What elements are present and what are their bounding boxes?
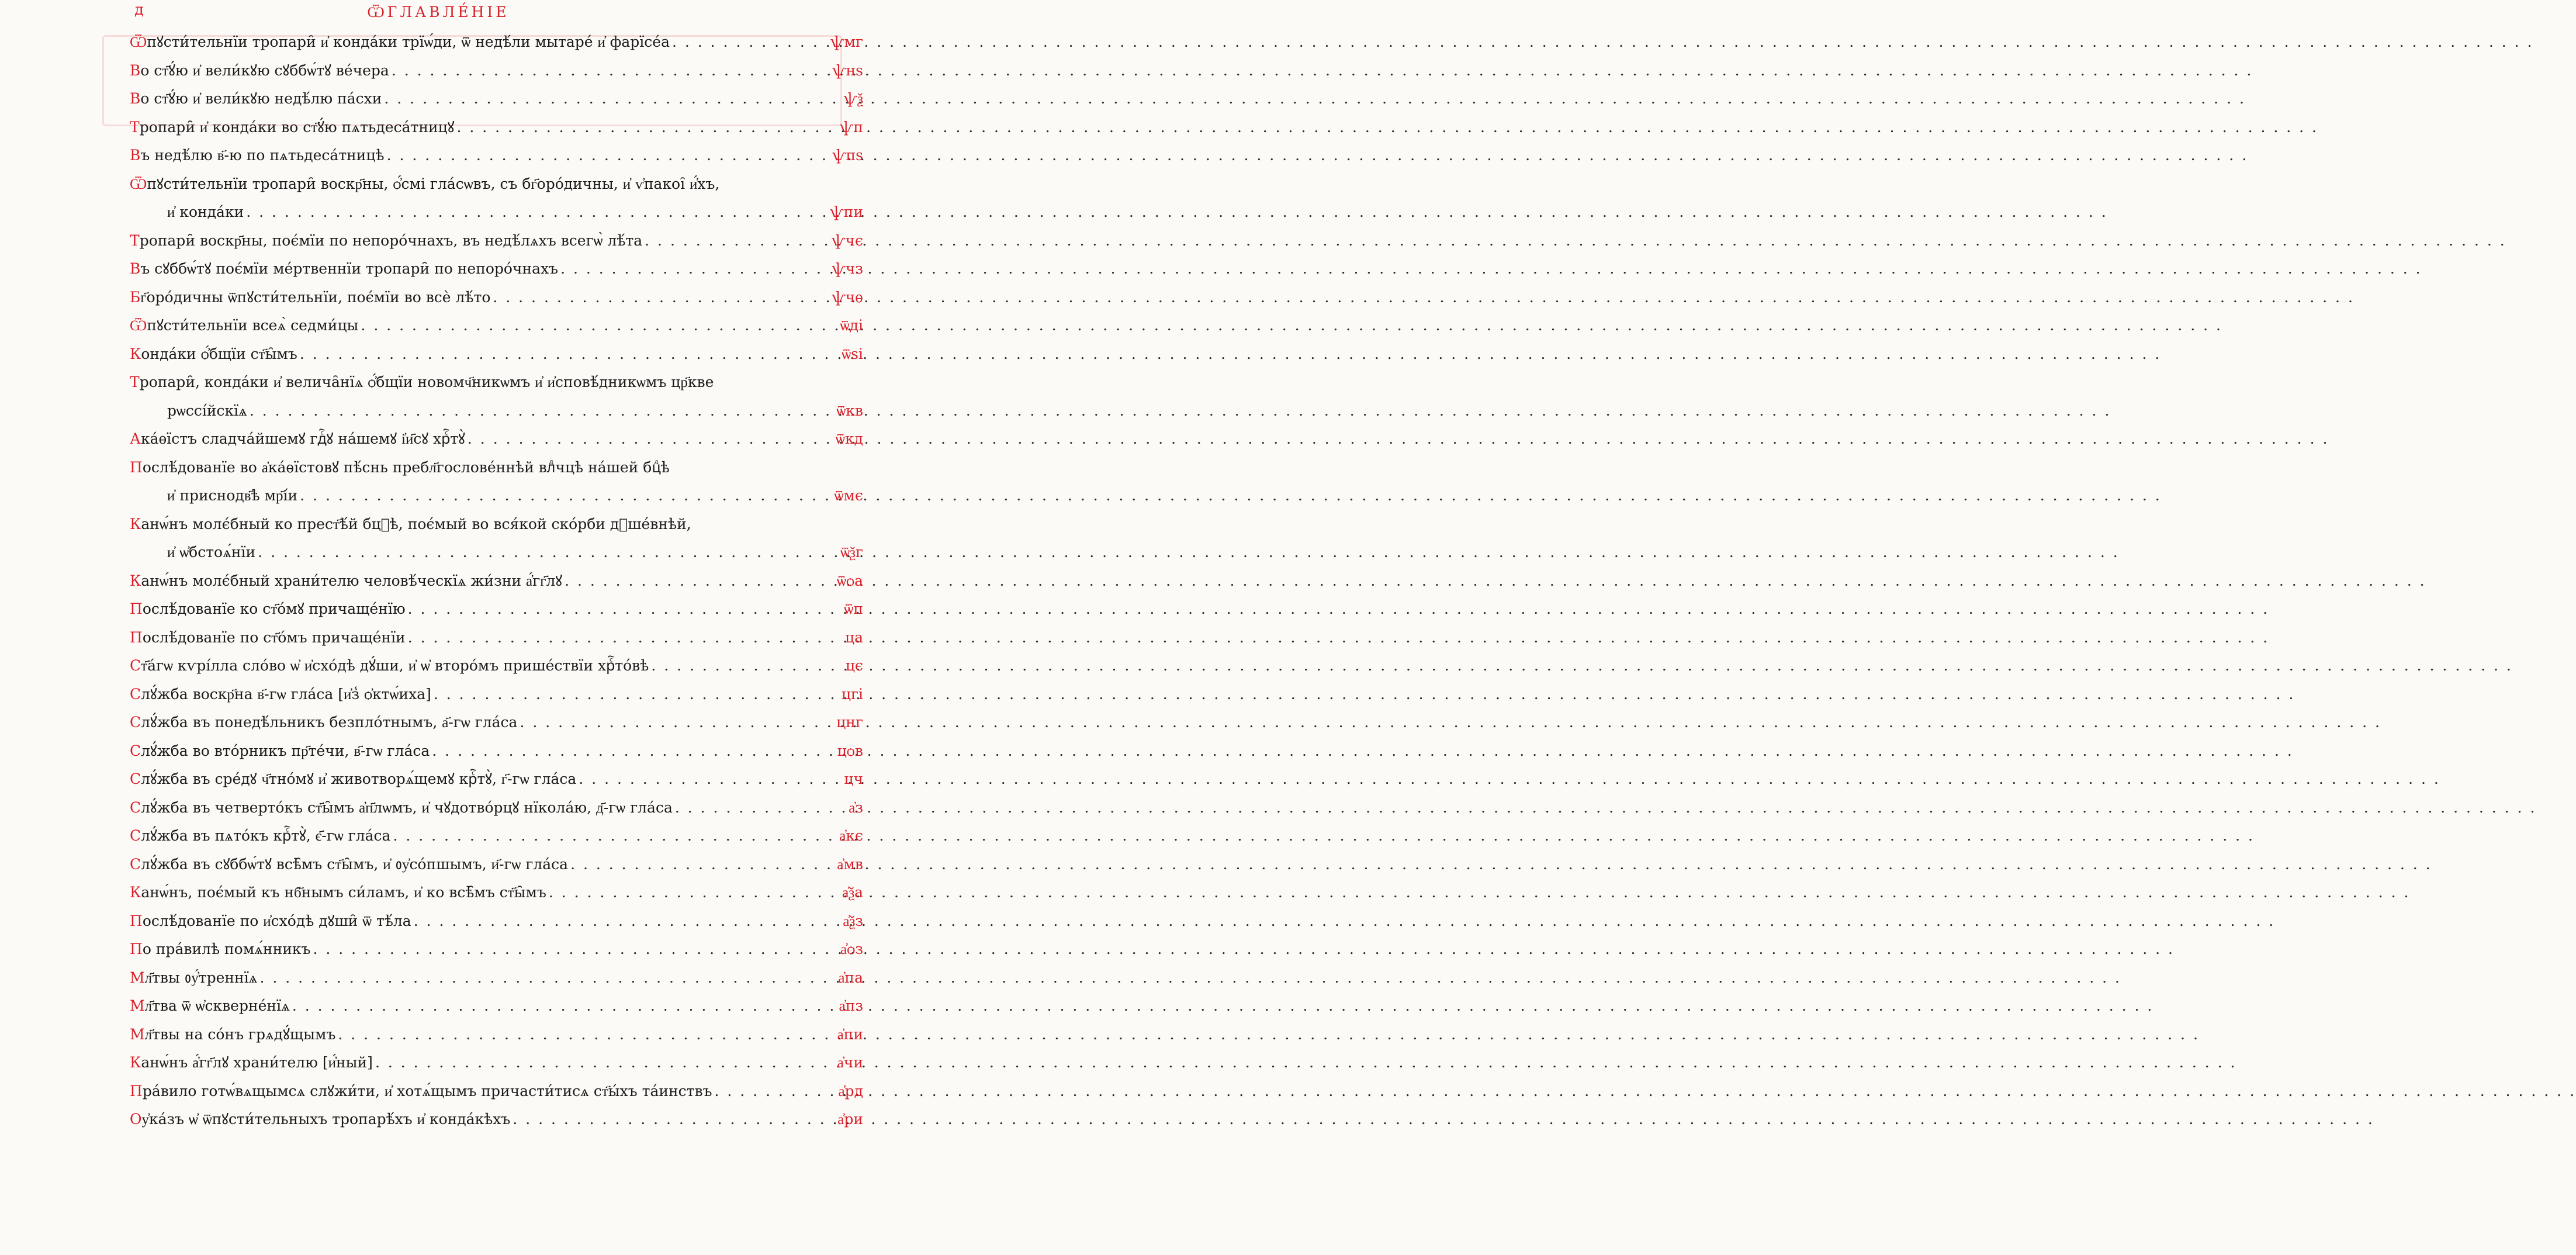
toc-page-number[interactable]: ѱчє — [832, 231, 863, 249]
toc-entry-text: т҃а́гѡ кѵрі́лла сло́во ѡ҆ и҆схо́дѣ дꙋ́ши, и҆ ѡ҆ второ́мъ прише́ствїи хрⷭ҇то́вѣ — [141, 657, 649, 674]
toc-entry-text: о ст҃ꙋ́ю и҆ вели́кꙋю сꙋббѡ́тꙋ ве́чера — [140, 61, 389, 79]
toc-page-number[interactable]: цнг — [836, 714, 863, 731]
toc-entry-first-line — [130, 454, 813, 482]
toc-page-number[interactable]: ца — [845, 628, 863, 646]
dot-leader — [408, 624, 2270, 652]
toc-entry-text: ослѣ́дованїе ко ст҃о́мꙋ причаще́нїю — [142, 600, 406, 617]
dot-leader — [493, 284, 2355, 312]
toc-entry-first-line — [130, 170, 813, 199]
toc-entry-text: о ст҃ꙋ́ю и҆ вели́кꙋю недѣ́лю па́схи — [140, 90, 382, 107]
toc-entry[interactable] — [130, 425, 863, 454]
toc-entry[interactable] — [130, 454, 863, 510]
toc-page-number[interactable]: ѿді — [840, 317, 863, 334]
red-initial-letter: С — [130, 685, 141, 703]
toc-entry-first-line — [130, 964, 813, 993]
toc-entry-title — [130, 28, 670, 57]
red-initial-letter: П — [130, 912, 143, 929]
toc-page-number[interactable]: а҆рд — [838, 1082, 863, 1100]
toc-entry-continuation-line — [130, 482, 813, 510]
toc-entry-first-line — [130, 595, 813, 624]
toc-entry-first-line — [130, 255, 813, 284]
toc-entry-title — [130, 340, 297, 369]
toc-entry-first-line — [130, 992, 813, 1021]
toc-entry-title — [167, 198, 244, 227]
dot-leader — [393, 822, 2255, 851]
red-initial-letter: В — [130, 90, 141, 107]
toc-entry[interactable] — [130, 227, 863, 255]
toc-entry[interactable] — [130, 964, 863, 993]
toc-entry-title — [130, 227, 642, 255]
toc-entry-text: ка́ѳїстъ сладча́йшемꙋ гдⷭ҇ꙋ на́шемꙋ і҆и҃сꙋ хрⷭ҇тꙋ̀ — [140, 430, 465, 447]
toc-page-number[interactable]: ѱмг — [830, 33, 863, 50]
toc-page-number[interactable]: ѿкд — [836, 430, 863, 447]
toc-entry[interactable] — [130, 851, 863, 879]
toc-entry-title — [130, 1077, 712, 1106]
red-initial-letter: Ѿ — [130, 175, 147, 192]
toc-entry[interactable] — [130, 284, 863, 312]
toc-entry-first-line — [130, 794, 813, 822]
toc-entry-first-line — [130, 368, 813, 397]
toc-page-number[interactable]: а҆пз — [839, 997, 863, 1014]
toc-entry-title — [130, 794, 673, 822]
toc-page-number[interactable]: ѿмє — [834, 487, 863, 504]
toc-entry-text: лꙋ́жба воскр҃на в҃-гѡ гла́са [и҆з̾ ѻ҆ктѡ́иха] — [141, 685, 431, 703]
toc-entry-text: и҆ ѡ҆бстоѧ́нїи — [167, 544, 256, 561]
toc-entry[interactable] — [130, 907, 863, 936]
red-initial-letter: С — [130, 827, 141, 844]
dot-leader — [361, 312, 2222, 340]
toc-entry[interactable] — [130, 567, 863, 596]
red-initial-letter: С — [130, 714, 141, 731]
toc-entry[interactable] — [130, 85, 863, 113]
toc-page-number[interactable]: ѱнѕ — [832, 61, 863, 79]
toc-entry[interactable] — [130, 1105, 863, 1134]
toc-entry-text: ъ сꙋббѡ́тꙋ поє́мїи ме́ртвеннїи тропари̑ по непоро́чнахъ — [140, 260, 559, 277]
toc-entry-first-line — [130, 624, 813, 652]
toc-entry[interactable] — [130, 992, 863, 1021]
toc-entry-title — [130, 113, 454, 142]
red-initial-letter: К — [130, 345, 141, 362]
toc-entry-first-line — [130, 567, 813, 596]
toc-entry-title — [130, 992, 290, 1021]
toc-page-number[interactable]: ѿкв — [836, 402, 863, 419]
red-initial-letter: С — [130, 770, 141, 787]
toc-entry-first-line — [130, 284, 813, 312]
red-initial-letter: К — [130, 572, 141, 589]
toc-entry-title — [130, 737, 430, 766]
toc-entry-title — [130, 454, 670, 482]
toc-entry-first-line — [130, 425, 813, 454]
toc-entry[interactable] — [130, 680, 863, 709]
toc-entry-first-line — [130, 340, 813, 369]
dot-leader — [645, 227, 2506, 255]
toc-entry-text: ъ недѣ́лю в҃-ю по пѧтьдеса́тницѣ — [140, 147, 385, 164]
toc-page-number[interactable]: ѱчз — [832, 260, 863, 277]
toc-page-number[interactable]: а҆кє — [839, 827, 863, 844]
red-initial-letter: В — [130, 147, 141, 164]
toc-page-number[interactable]: ѱпи — [830, 203, 863, 220]
red-initial-letter: М — [130, 997, 145, 1014]
toc-page-number[interactable]: а҆з — [849, 798, 863, 816]
dot-leader — [520, 708, 2381, 737]
red-initial-letter: Т — [130, 118, 140, 136]
toc-entry-first-line — [130, 737, 813, 766]
toc-entry-title — [130, 170, 719, 199]
toc-entry-title — [130, 284, 490, 312]
toc-page-number[interactable]: цгі — [841, 685, 863, 703]
toc-entry-first-line — [130, 652, 813, 680]
toc-entry-first-line — [130, 141, 813, 170]
toc-entry-first-line — [130, 227, 813, 255]
red-initial-letter: В — [130, 61, 141, 79]
toc-entry[interactable] — [130, 141, 863, 170]
toc-entry[interactable] — [130, 595, 863, 624]
toc-entry[interactable] — [130, 624, 863, 652]
toc-entry-title — [130, 312, 358, 340]
toc-entry-first-line — [130, 57, 813, 85]
red-initial-letter: А — [130, 430, 141, 447]
toc-entry[interactable] — [130, 1049, 863, 1077]
toc-entry-first-line — [130, 935, 813, 964]
toc-entry[interactable] — [130, 1077, 863, 1106]
dot-leader — [408, 595, 2270, 624]
toc-entry-title — [130, 851, 568, 879]
toc-page-number[interactable]: а҆ѯа — [842, 884, 863, 901]
toc-entry-text: ослѣ́дованїе по и҆схо́дѣ дꙋши̑ ѿ тѣ́ла — [142, 912, 411, 929]
dot-leader — [434, 680, 2295, 709]
toc-page-number[interactable]: цє — [845, 657, 863, 674]
toc-entry[interactable] — [130, 822, 863, 851]
toc-entry[interactable] — [130, 57, 863, 85]
toc-entry[interactable] — [130, 368, 863, 425]
red-initial-letter: П — [130, 600, 143, 617]
toc-page-number[interactable]: а҆чи — [837, 1054, 863, 1071]
red-initial-letter: О — [130, 1111, 142, 1128]
toc-page-number[interactable]: цч — [844, 770, 863, 787]
toc-page-number[interactable]: ѱѯ — [844, 90, 863, 107]
toc-entry[interactable] — [130, 935, 863, 964]
toc-entry-text: ропари̑ и҆ конда́ки во ст҃ꙋ́ю пѧтьдеса́тницꙋ — [139, 118, 455, 136]
toc-entry-title — [130, 765, 576, 794]
toc-entry-title — [130, 935, 310, 964]
toc-entry-text: л҃твы на со́нъ грѧдꙋ́щымъ — [144, 1025, 336, 1043]
toc-entry-title — [130, 595, 406, 624]
toc-entry-title — [130, 368, 714, 397]
toc-page-number[interactable]: ѿѯг — [840, 544, 863, 561]
toc-page-number[interactable]: а҆ри — [837, 1111, 863, 1128]
toc-entry-title — [130, 907, 411, 936]
toc-entry-first-line — [130, 510, 813, 539]
red-initial-letter: К — [130, 1054, 141, 1071]
dot-leader — [414, 907, 2276, 936]
toc-entry-text: ра́вило готѡ́вѧщымсѧ слꙋжи́ти, и҆ хотѧ́щымъ причасти́тисѧ ст҃ы́хъ та́инствъ — [142, 1082, 712, 1100]
toc-entry-title — [130, 1021, 335, 1049]
dot-leader — [292, 992, 2154, 1021]
toc-entry-title — [167, 538, 255, 567]
toc-entry-text: рѡссі́йскїѧ — [167, 402, 247, 419]
page-title: ѾГЛАВЛЕ́НІЕ — [367, 4, 510, 20]
toc-entry-continuation-line — [130, 397, 813, 426]
red-initial-letter: Т — [130, 231, 140, 249]
toc-entry-title — [130, 1105, 510, 1134]
toc-entry[interactable] — [130, 113, 863, 142]
toc-entry-continuation-line — [130, 538, 813, 567]
dot-leader — [313, 935, 2175, 964]
dot-leader — [715, 1077, 2576, 1106]
toc-entry-text: лꙋ́жба въ пѧто́къ крⷭ҇тꙋ̀, є҃-гѡ гла́са — [141, 827, 391, 844]
toc-entry-text: пꙋсти́тельнїи тропари̑ и҆ конда́ки трїѡ́ди, ѿ недѣ́ли мытаре́ и҆ фарїсе́а — [147, 33, 670, 50]
red-initial-letter: Б — [130, 288, 141, 306]
toc-entry-text: и҆ приснодв҃ѣ мр҃і́и — [167, 487, 298, 504]
toc-entry[interactable] — [130, 28, 863, 57]
dot-leader — [259, 964, 2121, 993]
toc-entry-title — [130, 425, 465, 454]
dot-leader — [258, 538, 2120, 567]
toc-entry-first-line — [130, 1105, 813, 1134]
toc-entry-first-line — [130, 907, 813, 936]
toc-page-number[interactable]: ѿѻа — [837, 572, 863, 589]
toc-entry[interactable] — [130, 170, 863, 227]
toc-entry-text: ропари̑, конда́ки и҆ велича̑нїѧ ѻ҆́бщїи новомч҃никѡмъ и҆ и҆сповѣ́дникѡмъ цр҃кве — [139, 374, 714, 390]
red-initial-letter: С — [130, 742, 141, 759]
toc-entry-first-line — [130, 113, 813, 142]
toc-page-number[interactable]: ѱпѕ — [832, 147, 863, 164]
red-initial-letter: М — [130, 1025, 145, 1043]
dot-leader — [250, 397, 2111, 426]
toc-entry-text: ослѣ́дованїе во а҆ка́ѳїстовꙋ пѣ́снь пребл҃гослове́ннѣй влⷣчцѣ на́шей бцⷣѣ — [142, 458, 670, 476]
red-initial-letter: Т — [130, 374, 140, 390]
toc-entry-text: лꙋ́жба въ сре́дꙋ ч҃тно́мꙋ и҆ животворѧ́щемꙋ крⷭ҇тꙋ̀, г҃-гѡ гла́са — [141, 770, 577, 787]
dot-leader — [513, 1105, 2374, 1134]
toc-entry-title — [130, 510, 691, 539]
toc-entry-title — [130, 822, 390, 851]
toc-page-number[interactable]: а҆ѻз — [840, 941, 863, 957]
toc-page-number[interactable]: а҆пи — [837, 1025, 863, 1043]
toc-entry-text: анѡ́нъ молє́бный ко прест҃ѣ́й бцⷣѣ, поє́мый во вся́кой ско́рби дꙋше́внѣй, — [141, 515, 691, 533]
toc-entry-title — [130, 964, 257, 993]
toc-entry-title — [130, 652, 649, 680]
dot-leader — [651, 652, 2513, 680]
toc-entry-text: лꙋ́жба въ сꙋббѡ́тꙋ всѣ̑мъ ст҃ы̑мъ, и҆ ᲂу҆со́пшымъ, и҃-гѡ гла́са — [141, 855, 569, 873]
toc-entry-text: г҃оро́дичны ѿпꙋсти́тельнїи, поє́мїи во всѐ лѣ́то — [140, 288, 491, 306]
toc-entry-text: л҃тва ѿ ѡ҆скверне́нїѧ — [144, 997, 290, 1014]
toc-entry-first-line — [130, 28, 813, 57]
toc-entry-text: о пра́вилѣ помѧ́нникъ — [142, 941, 311, 957]
dot-leader — [338, 1021, 2200, 1049]
page-number: д — [134, 1, 144, 19]
dot-leader — [387, 141, 2249, 170]
toc-entry-text: лꙋ́жба въ понедѣ́льникъ безпло́тнымъ, а҃-гѡ гла́са — [141, 714, 518, 731]
red-initial-letter: М — [130, 969, 145, 986]
dot-leader — [300, 482, 2162, 510]
dot-leader — [675, 794, 2537, 822]
toc-entry-text: пꙋсти́тельнїи всеѧ̀ седми́цы — [147, 317, 359, 334]
toc-page-number[interactable]: ѱп — [840, 118, 863, 136]
red-initial-letter: К — [130, 515, 141, 533]
toc-entry-text: ропари̑ воскр҃ны, поє́мїи по непоро́чнахъ, въ недѣ́лѧхъ всегѡ̀ лѣ́та — [139, 231, 643, 249]
red-initial-letter: Ѿ — [130, 317, 147, 334]
toc-entry[interactable] — [130, 652, 863, 680]
toc-entry[interactable] — [130, 510, 863, 567]
toc-entry-first-line — [130, 851, 813, 879]
dot-leader — [456, 113, 2318, 142]
dot-leader — [375, 1049, 2237, 1077]
red-initial-letter: П — [130, 1082, 143, 1100]
toc-entry-text: пꙋсти́тельнїи тропари̑ воскр҃ны, ѻ҆́смі гла́сѡвъ, съ бг҃оро́дичны, и҆ ѵ҆пакоі̑ и҆́хъ, — [147, 175, 720, 192]
toc-entry-title — [130, 1049, 373, 1077]
red-initial-letter: П — [130, 458, 143, 476]
toc-entry-title — [130, 57, 389, 85]
toc-entry-title — [130, 708, 517, 737]
table-of-contents — [130, 28, 863, 1134]
red-initial-letter: С — [130, 798, 141, 816]
toc-entry-title — [167, 482, 297, 510]
toc-entry-text: и҆ конда́ки — [167, 203, 244, 220]
toc-entry[interactable] — [130, 312, 863, 340]
toc-entry-title — [130, 879, 546, 907]
toc-entry-text: л҃твы ᲂу҆́треннїѧ — [144, 969, 258, 986]
toc-entry-first-line — [130, 312, 813, 340]
toc-entry[interactable] — [130, 1021, 863, 1049]
toc-entry-title — [130, 567, 562, 596]
toc-entry[interactable] — [130, 255, 863, 284]
toc-entry[interactable] — [130, 765, 863, 794]
toc-entry-title — [130, 680, 431, 709]
toc-entry-first-line — [130, 1021, 813, 1049]
toc-entry-text: ослѣ́дованїе по ст҃о́мъ причаще́нїи — [142, 628, 406, 646]
toc-entry-first-line — [130, 1077, 813, 1106]
toc-entry-title — [130, 255, 558, 284]
toc-page-number[interactable]: ѿп — [844, 600, 863, 617]
red-initial-letter: Ѿ — [130, 33, 147, 50]
toc-entry-title — [130, 624, 406, 652]
dot-leader — [384, 85, 2246, 113]
toc-entry-first-line — [130, 680, 813, 709]
toc-entry-continuation-line — [130, 198, 813, 227]
dot-leader — [392, 57, 2253, 85]
toc-page-number[interactable]: а҆мв — [837, 855, 863, 873]
dot-leader — [672, 28, 2534, 57]
dot-leader — [468, 425, 2329, 454]
toc-entry-first-line — [130, 822, 813, 851]
toc-page-number[interactable]: а҆па — [838, 969, 863, 986]
toc-entry-text: онда́ки ѻ҆́бщїи ст҃ы̑мъ — [141, 345, 297, 362]
toc-entry-first-line — [130, 85, 813, 113]
red-initial-letter: П — [130, 628, 143, 646]
toc-entry-text: анѡ́нъ, поє́мый къ нб҃нымъ си́ламъ, и҆ ко всѣ̑мъ ст҃ы̑мъ — [141, 884, 546, 901]
toc-entry[interactable] — [130, 879, 863, 907]
toc-page-number[interactable]: цѻв — [837, 742, 863, 759]
toc-entry-text: лꙋ́жба во вто́рникъ пр҃те́чи, в҃-гѡ гла́са — [141, 742, 430, 759]
dot-leader — [432, 737, 2294, 766]
red-initial-letter: В — [130, 260, 141, 277]
toc-page-number[interactable]: а҆ѯз — [843, 912, 863, 929]
dot-leader — [246, 198, 2108, 227]
toc-entry[interactable] — [130, 708, 863, 737]
dot-leader — [300, 340, 2162, 369]
toc-entry-first-line — [130, 708, 813, 737]
toc-entry[interactable] — [130, 340, 863, 369]
red-initial-letter: С — [130, 855, 141, 873]
red-initial-letter: П — [130, 941, 143, 957]
toc-entry-text: анѡ́нъ а҆́гг҃лꙋ храни́телю [и҆́ный] — [141, 1054, 373, 1071]
toc-entry-text: лꙋ́жба въ четверто́къ ст҃ы̑мъ а҆п҃лѡмъ, и҆ чꙋдотво́рцꙋ нїкола́ю, д҃-гѡ гла́са — [141, 798, 673, 816]
red-initial-letter: К — [130, 884, 141, 901]
toc-entry-first-line — [130, 765, 813, 794]
toc-entry-text: анѡ́нъ молє́бный храни́телю человѣ́ческїѧ жи́зни а҆́гг҃лꙋ — [141, 572, 563, 589]
toc-entry-first-line — [130, 879, 813, 907]
toc-entry-title — [130, 141, 385, 170]
toc-entry-first-line — [130, 1049, 813, 1077]
toc-entry-title — [167, 397, 247, 426]
toc-entry[interactable] — [130, 737, 863, 766]
toc-page-number[interactable]: ѿѕі — [842, 345, 863, 362]
toc-entry-text: у҆ка́зъ ѡ҆ ѿпꙋсти́тельныхъ тропарѣ́хъ и҆ конда́кѣхъ — [141, 1111, 511, 1128]
red-initial-letter: С — [130, 657, 141, 674]
toc-entry[interactable] — [130, 794, 863, 822]
toc-page-number[interactable]: ѱчѳ — [832, 288, 863, 306]
toc-entry-title — [130, 85, 382, 113]
